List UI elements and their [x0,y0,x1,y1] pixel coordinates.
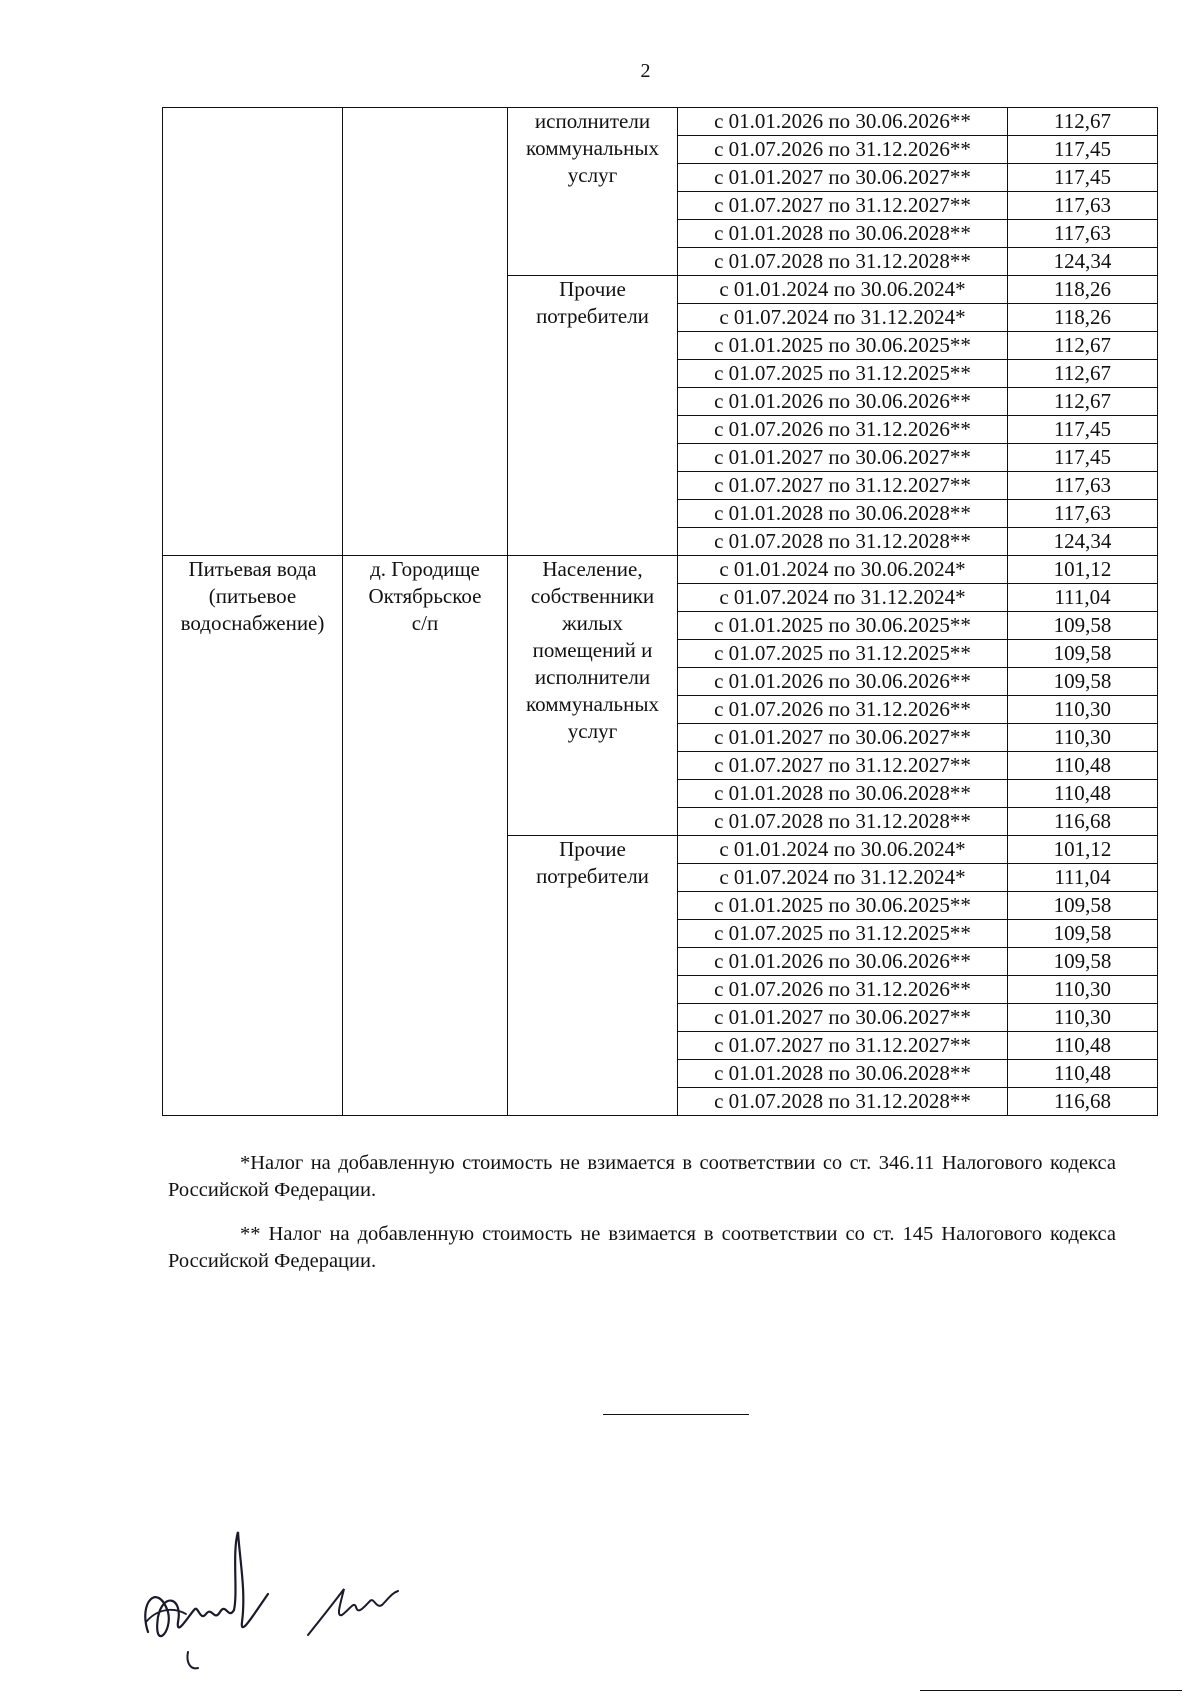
period-cell: с 01.07.2028 по 31.12.2028** [678,528,1008,556]
tariff-cell: 110,48 [1008,1032,1158,1060]
tariff-cell: 117,63 [1008,500,1158,528]
period-cell: с 01.01.2025 по 30.06.2025** [678,612,1008,640]
tariff-cell: 124,34 [1008,528,1158,556]
territory-cell [343,108,508,556]
tariff-cell: 110,30 [1008,1004,1158,1032]
period-cell: с 01.01.2028 по 30.06.2028** [678,500,1008,528]
footnote-text: ** Налог на добавленную стоимость не взимается в соответствии со ст. 145 Налогового кодекса Российской Федерации. [168,1223,1116,1272]
tariff-cell: 109,58 [1008,892,1158,920]
period-cell: с 01.01.2028 по 30.06.2028** [678,1060,1008,1088]
period-cell: с 01.07.2024 по 31.12.2024* [678,304,1008,332]
tariff-table-body [163,108,1158,1116]
period-cell: с 01.01.2026 по 30.06.2026** [678,948,1008,976]
period-cell: с 01.07.2026 по 31.12.2026** [678,136,1008,164]
tariff-cell: 111,04 [1008,864,1158,892]
tariff-cell: 109,58 [1008,612,1158,640]
period-cell: с 01.07.2024 по 31.12.2024* [678,584,1008,612]
tariff-cell: 109,58 [1008,920,1158,948]
period-cell: с 01.07.2028 по 31.12.2028** [678,808,1008,836]
period-cell: с 01.01.2025 по 30.06.2025** [678,892,1008,920]
consumer-group-cell: исполнители коммунальных услуг [508,108,678,276]
footnote-text: *Налог на добавленную стоимость не взимается в соответствии со ст. 346.11 Налогового кодекса Российской Федерации. [168,1152,1116,1201]
period-cell: с 01.01.2027 по 30.06.2027** [678,444,1008,472]
period-cell: с 01.01.2024 по 30.06.2024* [678,836,1008,864]
period-cell: с 01.01.2026 по 30.06.2026** [678,668,1008,696]
table-row [163,556,1158,584]
tariff-cell: 111,04 [1008,584,1158,612]
tariff-cell: 109,58 [1008,668,1158,696]
period-cell: с 01.07.2025 по 31.12.2025** [678,360,1008,388]
tariff-cell: 118,26 [1008,276,1158,304]
period-cell: с 01.07.2026 по 31.12.2026** [678,416,1008,444]
period-cell: с 01.01.2026 по 30.06.2026** [678,388,1008,416]
period-cell: с 01.01.2024 по 30.06.2024* [678,276,1008,304]
tariff-cell: 110,30 [1008,724,1158,752]
tariff-cell: 118,26 [1008,304,1158,332]
tariff-cell: 112,67 [1008,108,1158,136]
period-cell: с 01.07.2025 по 31.12.2025** [678,640,1008,668]
consumer-group-cell: Население, собственники жилых помещений и исполнители коммунальных услуг [508,556,678,836]
footnote-vat-145 [168,1221,1116,1275]
period-cell: с 01.07.2027 по 31.12.2027** [678,752,1008,780]
tariff-cell: 116,68 [1008,1088,1158,1116]
tariff-cell: 109,58 [1008,948,1158,976]
tariff-cell: 112,67 [1008,360,1158,388]
footnote-vat-346-11 [168,1150,1116,1204]
tariff-table [162,107,1158,1116]
tariff-cell: 101,12 [1008,556,1158,584]
tariff-cell: 112,67 [1008,332,1158,360]
tariff-cell: 109,58 [1008,640,1158,668]
consumer-group-cell: Прочие потребители [508,276,678,556]
tariff-cell: 101,12 [1008,836,1158,864]
period-cell: с 01.01.2028 по 30.06.2028** [678,220,1008,248]
tariff-cell: 117,63 [1008,192,1158,220]
period-cell: с 01.01.2026 по 30.06.2026** [678,108,1008,136]
tariff-cell: 110,30 [1008,696,1158,724]
tariff-cell: 117,45 [1008,136,1158,164]
table-row [163,108,1158,136]
period-cell: с 01.01.2027 по 30.06.2027** [678,1004,1008,1032]
tariff-cell: 124,34 [1008,248,1158,276]
handwritten-signature-2 [300,1575,420,1645]
period-cell: с 01.07.2027 по 31.12.2027** [678,192,1008,220]
period-cell: с 01.01.2027 по 30.06.2027** [678,724,1008,752]
period-cell: с 01.01.2025 по 30.06.2025** [678,332,1008,360]
tariff-cell: 117,45 [1008,164,1158,192]
tariff-cell: 110,48 [1008,1060,1158,1088]
tariff-cell: 117,63 [1008,220,1158,248]
period-cell: с 01.01.2027 по 30.06.2027** [678,164,1008,192]
document-end-rule [603,1414,749,1415]
period-cell: с 01.01.2028 по 30.06.2028** [678,780,1008,808]
period-cell: с 01.07.2027 по 31.12.2027** [678,472,1008,500]
service-cell [163,108,343,556]
period-cell: с 01.07.2026 по 31.12.2026** [678,696,1008,724]
tariff-cell: 110,48 [1008,752,1158,780]
tariff-cell: 110,48 [1008,780,1158,808]
tariff-cell: 110,30 [1008,976,1158,1004]
bottom-rule [920,1690,1182,1691]
tariff-cell: 116,68 [1008,808,1158,836]
tariff-cell: 117,45 [1008,444,1158,472]
handwritten-signature-1 [128,1522,288,1672]
period-cell: с 01.01.2024 по 30.06.2024* [678,556,1008,584]
service-cell: Питьевая вода (питьевое водоснабжение) [163,556,343,1116]
period-cell: с 01.07.2024 по 31.12.2024* [678,864,1008,892]
period-cell: с 01.07.2028 по 31.12.2028** [678,248,1008,276]
period-cell: с 01.07.2027 по 31.12.2027** [678,1032,1008,1060]
period-cell: с 01.07.2026 по 31.12.2026** [678,976,1008,1004]
tariff-cell: 117,63 [1008,472,1158,500]
tariff-cell: 117,45 [1008,416,1158,444]
period-cell: с 01.07.2028 по 31.12.2028** [678,1088,1008,1116]
consumer-group-cell: Прочие потребители [508,836,678,1116]
tariff-cell: 112,67 [1008,388,1158,416]
period-cell: с 01.07.2025 по 31.12.2025** [678,920,1008,948]
page-number: 2 [640,60,651,82]
territory-cell: д. Городище Октябрьское с/п [343,556,508,1116]
